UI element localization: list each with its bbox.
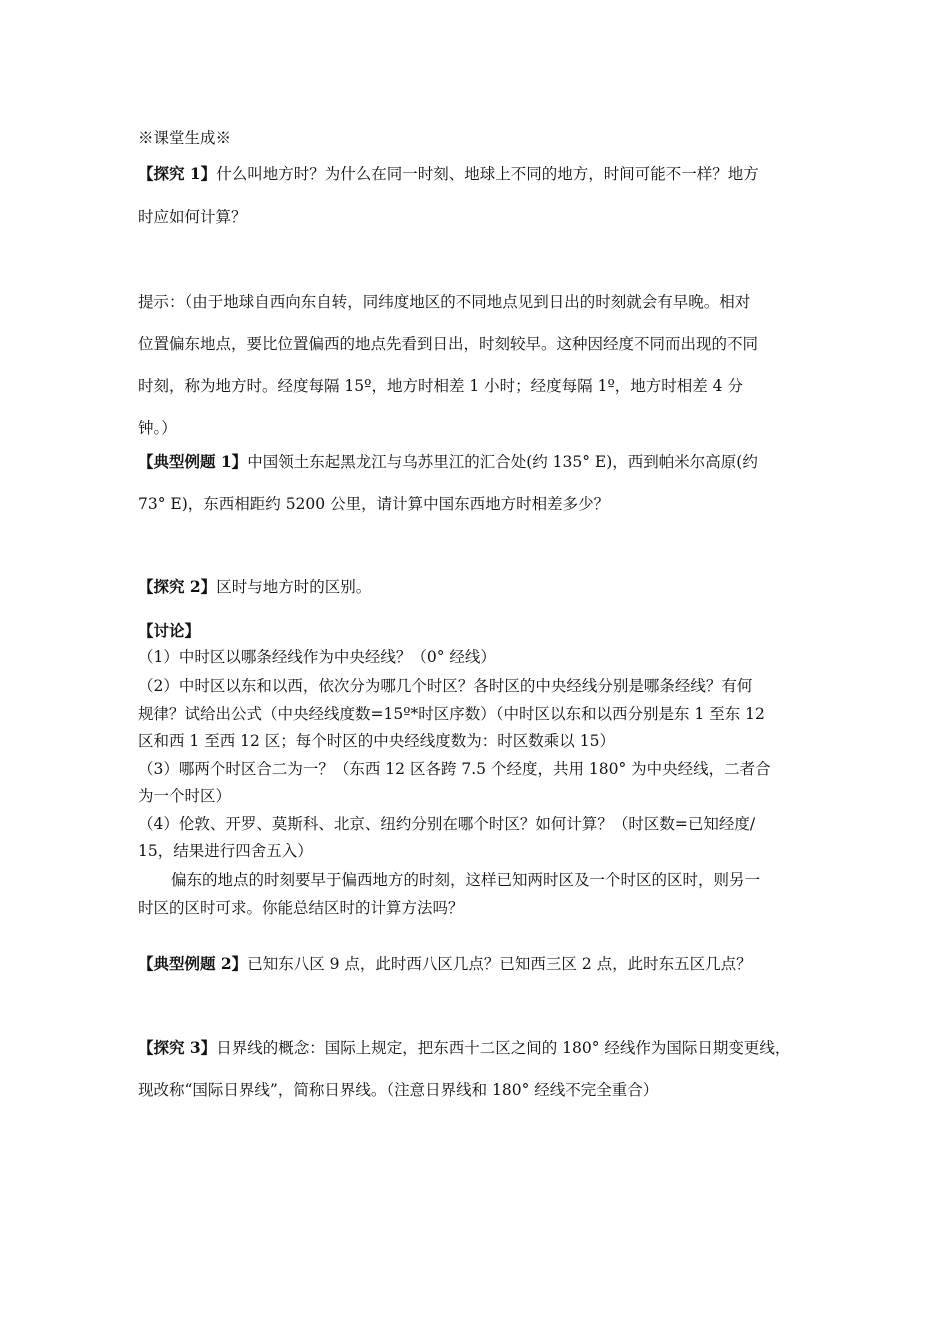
discussion-line-1: （1）中时区以哪条经线作为中央经线？（0° 经线） [138, 648, 496, 666]
hint-line-3: 时刻，称为地方时。经度每隔 15º，地方时相差 1 小时；经度每隔 1º，地方时相差 4 分 [138, 377, 743, 395]
example2-text: 已知东八区 9 点，此时西八区几点？已知西三区 2 点，此时东五区几点？ [247, 955, 752, 973]
example2-tag: 【典型例题 2】 [138, 954, 248, 973]
explore1-text-1: 什么叫地方时？为什么在同一时刻、地球上不同的地方，时间可能不一样？地方 [216, 165, 759, 183]
discussion-line-5: （3）哪两个时区合二为一？（东西 12 区各跨 7.5 个经度，共用 180° 为中央经线，二者合 [138, 760, 771, 778]
section-title: ※课堂生成※ [138, 129, 232, 147]
discussion-para-line-1: 偏东的地点的时刻要早于偏西地方的时刻，这样已知两时区及一个时区的区时，则另一 [171, 871, 761, 889]
explore1-line-2: 时应如何计算？ [138, 208, 247, 226]
discussion-line-8: 15，结果进行四舍五入） [138, 842, 313, 860]
hint-line-1: 提示：（由于地球自西向东自转，同纬度地区的不同地点见到日出的时刻就会有早晚。相对 [138, 293, 751, 311]
example1-tag: 【典型例题 1】 [138, 452, 248, 471]
discussion-line-3: 规律？试给出公式（中央经线度数=15º*时区序数）（中时区以东和以西分别是东 1 至东 12 [138, 705, 765, 723]
explore2-text: 区时与地方时的区别。 [216, 578, 372, 596]
discussion-tag: 【讨论】 [138, 621, 201, 640]
example1-text-1: 中国领土东起黑龙江与乌苏里江的汇合处(约 135° E)，西到帕米尔高原(约 [247, 453, 758, 471]
discussion-line-4: 区和西 1 至西 12 区；每个时区的中央经线度数为：时区数乘以 15） [138, 732, 615, 750]
hint-line-4: 钟。） [138, 419, 177, 437]
discussion-line-6: 为一个时区） [138, 787, 232, 805]
explore3-line-2: 现改称“国际日界线”，简称日界线。（注意日界线和 180° 经线不完全重合） [138, 1081, 659, 1099]
example2-line [138, 952, 818, 974]
explore1-tag: 【探究 1】 [138, 164, 217, 183]
example1-line-1 [138, 450, 818, 472]
hint-line-2: 位置偏东地点，要比位置偏西的地点先看到日出，时刻较早。这种因经度不同而出现的不同 [138, 335, 759, 353]
explore2-line [138, 575, 818, 597]
explore1-line-1 [138, 162, 818, 184]
discussion-para-line-2: 时区的区时可求。你能总结区时的计算方法吗？ [138, 899, 464, 917]
explore2-tag: 【探究 2】 [138, 577, 217, 596]
explore3-line-1 [138, 1036, 818, 1058]
example1-line-2: 73° E)，东西相距约 5200 公里，请计算中国东西地方时相差多少？ [138, 495, 610, 513]
explore3-text-1: 日界线的概念：国际上规定，把东西十二区之间的 180° 经线作为国际日期变更线， [216, 1039, 791, 1057]
discussion-line-7: （4）伦敦、开罗、莫斯科、北京、纽约分别在哪个时区？如何计算？（时区数=已知经度/ [138, 815, 756, 833]
discussion-line-2: （2）中时区以东和以西，依次分为哪几个时区？各时区的中央经线分别是哪条经线？有何 [138, 677, 753, 695]
explore3-tag: 【探究 3】 [138, 1038, 217, 1057]
